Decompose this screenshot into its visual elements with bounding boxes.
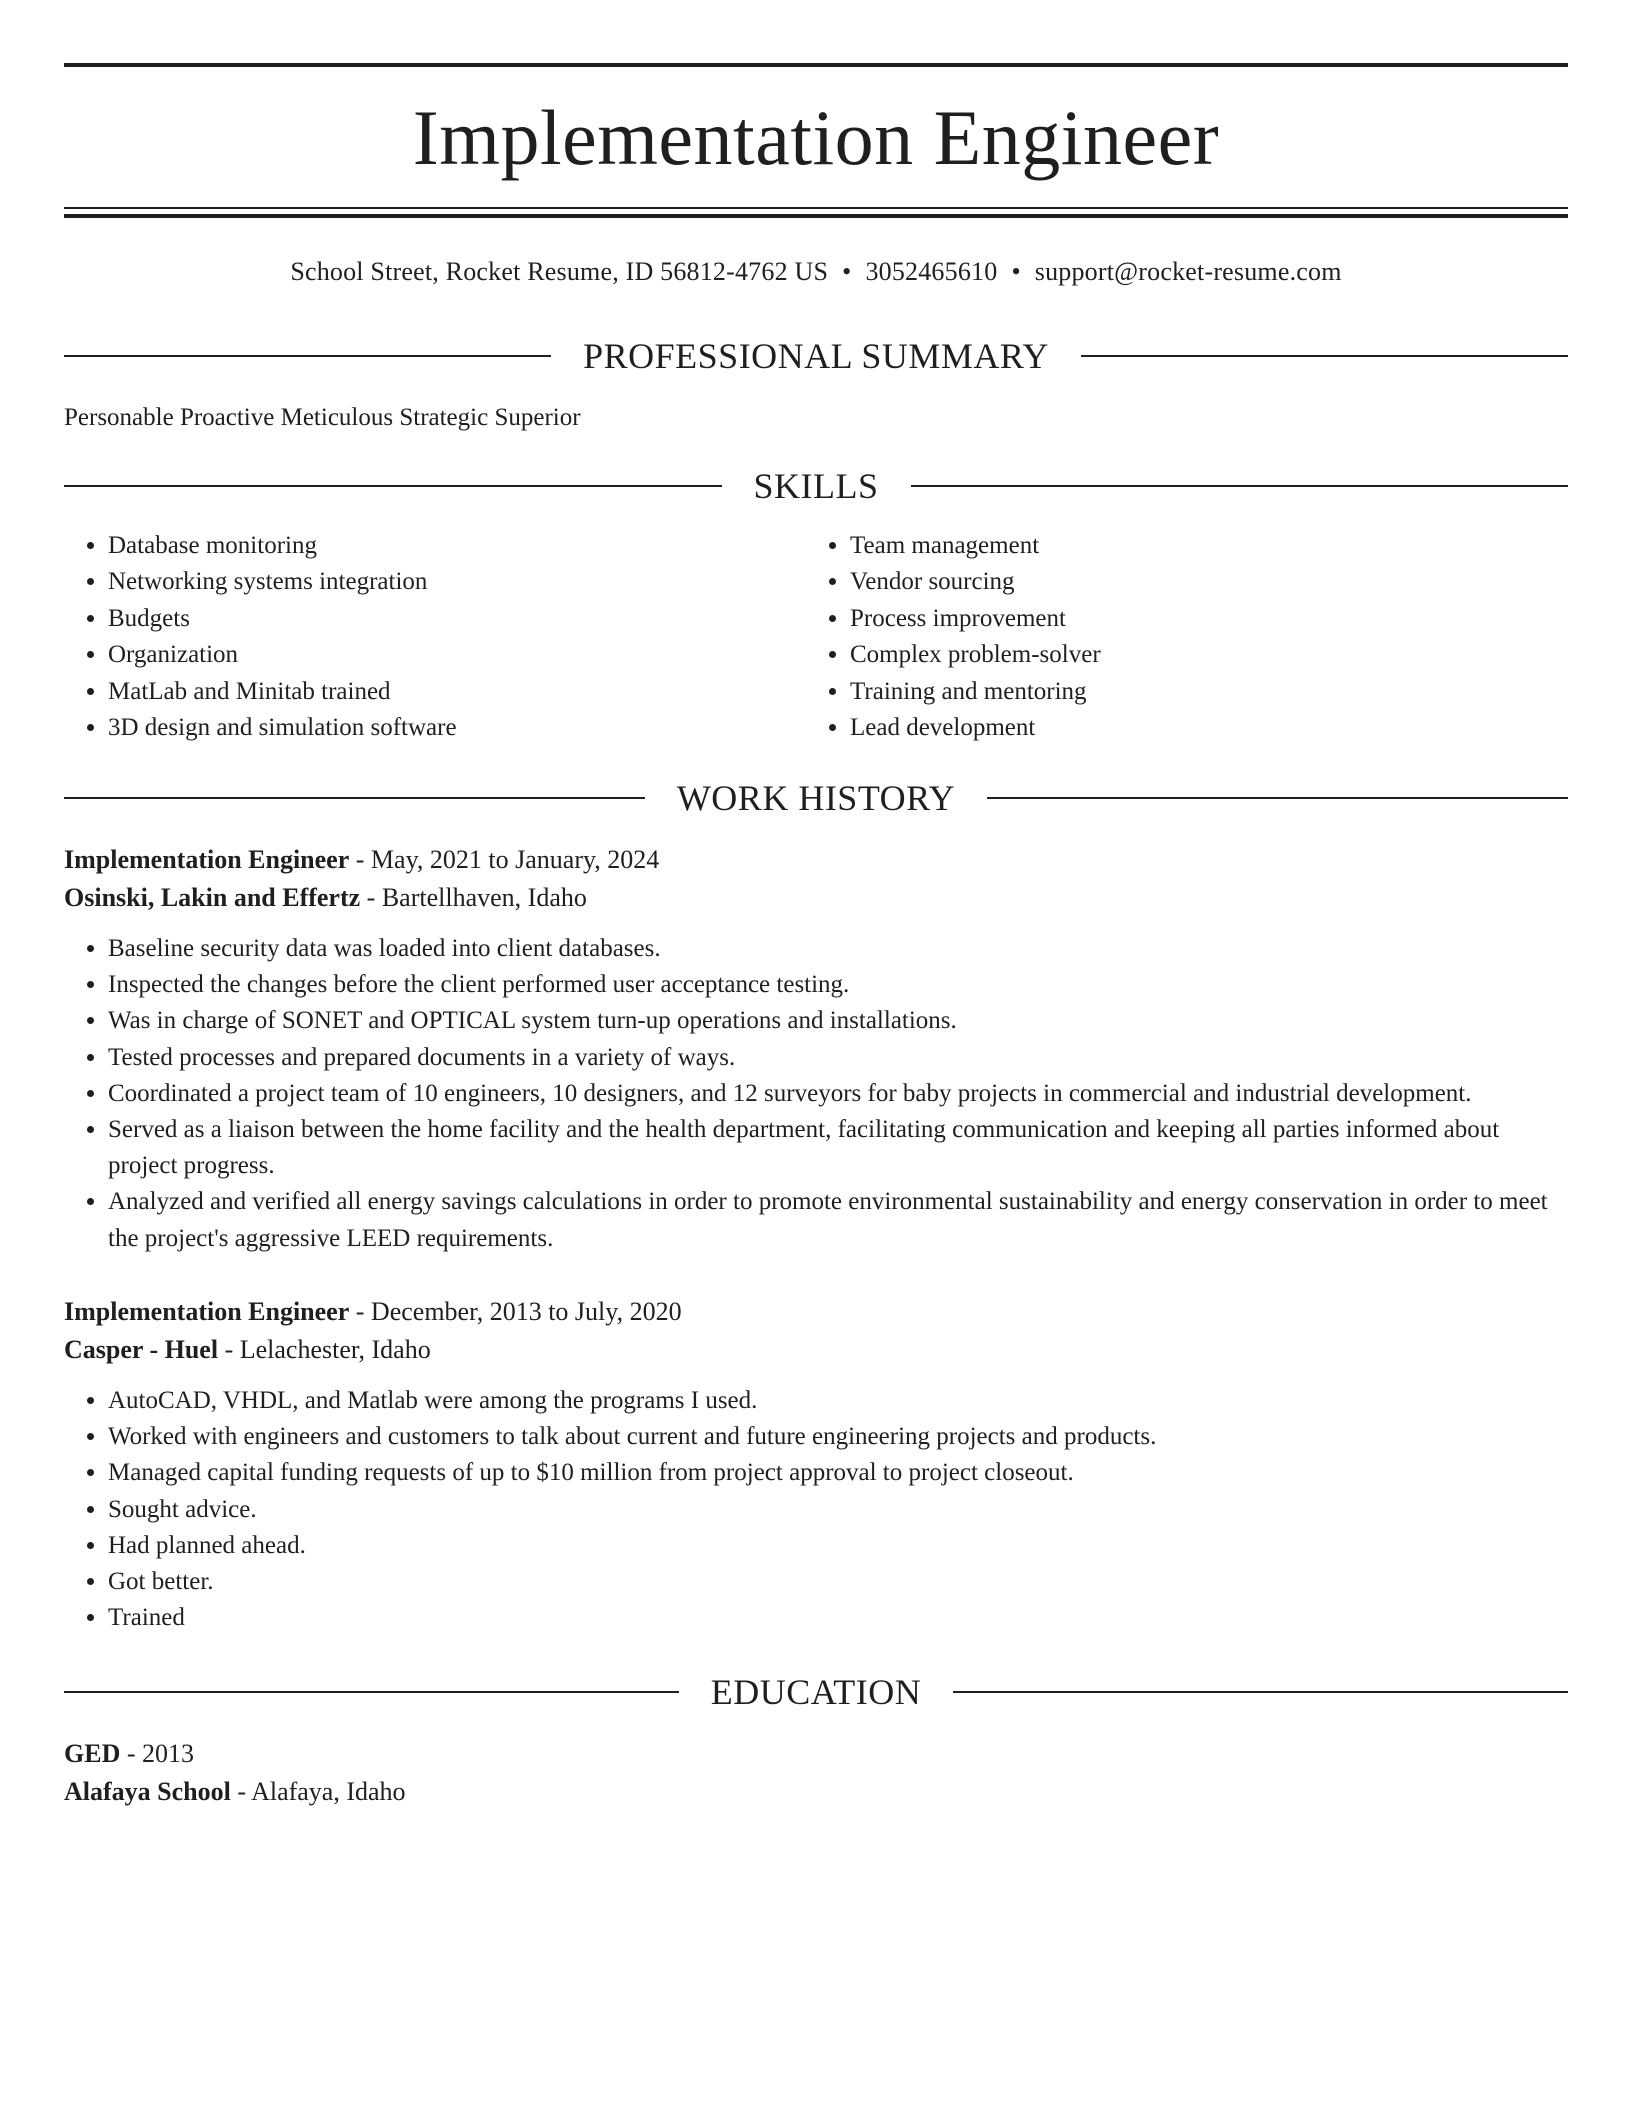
- job-company-line: [64, 879, 1568, 917]
- job-bullet: • Analyzed and verified all energy savings calculations in order to promote environmental sustainability and energy conservation in order to meet the project's aggressive LEED requirements.: [108, 1184, 1568, 1256]
- heading-rule-left: [64, 355, 551, 357]
- skill-item: • Lead development: [850, 710, 1548, 746]
- skill-item: • Networking systems integration: [108, 564, 806, 600]
- education-year: - 2013: [120, 1739, 195, 1768]
- job-bullet: • Had planned ahead.: [108, 1528, 1568, 1564]
- contact-separator: •: [842, 257, 852, 286]
- education-degree-line: [64, 1735, 1568, 1773]
- skill-item: • MatLab and Minitab trained: [108, 674, 806, 710]
- job-company: Osinski, Lakin and Effertz: [64, 883, 361, 912]
- heading-rule-right: [1081, 355, 1568, 357]
- contact-address: School Street, Rocket Resume, ID 56812-4762 US: [290, 257, 829, 286]
- skills-heading-title: SKILLS: [753, 466, 879, 506]
- contact-phone: 3052465610: [865, 257, 998, 286]
- job-bullet: • Coordinated a project team of 10 engineers, 10 designers, and 12 surveyors for baby projects in commercial and industrial development.: [108, 1076, 1568, 1112]
- job-company-line: [64, 1331, 1568, 1369]
- skills-column-right: [806, 528, 1548, 746]
- education-entry: [64, 1735, 1568, 1811]
- resume-name: Implementation Engineer: [412, 94, 1220, 181]
- education-school-line: [64, 1773, 1568, 1811]
- education-degree: GED: [64, 1739, 121, 1768]
- skills-list: [64, 528, 1568, 746]
- skill-item: • Training and mentoring: [850, 674, 1548, 710]
- skill-item: • 3D design and simulation software: [108, 710, 806, 746]
- skills-column-left: [64, 528, 806, 746]
- heading-rule-right: [911, 485, 1569, 487]
- job-bullet: • Managed capital funding requests of up to $10 million from project approval to project closeout.: [108, 1455, 1568, 1491]
- skill-item: • Vendor sourcing: [850, 564, 1548, 600]
- skill-item: • Organization: [108, 637, 806, 673]
- job-bullet: • Got better.: [108, 1564, 1568, 1600]
- job-bullets: [64, 1383, 1568, 1636]
- job-title-line: [64, 841, 1568, 879]
- job-company: Casper - Huel: [64, 1335, 219, 1364]
- job-dates: - December, 2013 to July, 2020: [349, 1297, 682, 1326]
- job-bullet: • Tested processes and prepared documents in a variety of ways.: [108, 1040, 1568, 1076]
- education-location: - Alafaya, Idaho: [230, 1777, 406, 1806]
- skill-item: • Complex problem-solver: [850, 637, 1548, 673]
- job-bullet: • Inspected the changes before the client performed user acceptance testing.: [108, 967, 1568, 1003]
- job-bullets: [64, 931, 1568, 1257]
- job-bullet: • Served as a liaison between the home facility and the health department, facilitating communication and keeping all parties informed about project progress.: [108, 1112, 1568, 1184]
- skills-heading: [64, 461, 1568, 511]
- job-dates: - May, 2021 to January, 2024: [349, 845, 660, 874]
- header-rule-thick: [64, 214, 1568, 218]
- work-heading: [64, 773, 1568, 823]
- skill-item: • Process improvement: [850, 601, 1548, 637]
- skill-item: • Team management: [850, 528, 1548, 564]
- header-rule-thin: [64, 207, 1568, 209]
- job-title: Implementation Engineer: [64, 1297, 350, 1326]
- heading-rule-left: [64, 485, 722, 487]
- work-heading-title: WORK HISTORY: [676, 778, 956, 818]
- summary-heading-title: PROFESSIONAL SUMMARY: [583, 336, 1049, 376]
- top-rule: [64, 63, 1568, 67]
- contact-line: [64, 252, 1568, 292]
- summary-text: Personable Proactive Meticulous Strategic Superior: [64, 404, 581, 431]
- job-entry: [64, 1293, 1568, 1636]
- skill-item: • Database monitoring: [108, 528, 806, 564]
- contact-separator: •: [1011, 257, 1021, 286]
- education-heading: [64, 1667, 1568, 1717]
- heading-rule-left: [64, 1691, 679, 1693]
- skill-item: • Budgets: [108, 601, 806, 637]
- job-title-line: [64, 1293, 1568, 1331]
- job-bullet: • Sought advice.: [108, 1492, 1568, 1528]
- summary-heading: [64, 331, 1568, 381]
- job-bullet: • Worked with engineers and customers to talk about current and future engineering projects and products.: [108, 1419, 1568, 1455]
- heading-rule-right: [987, 797, 1568, 799]
- contact-email: support@rocket-resume.com: [1034, 257, 1342, 286]
- education-heading-title: EDUCATION: [710, 1672, 922, 1712]
- job-title: Implementation Engineer: [64, 845, 350, 874]
- job-location: - Lelachester, Idaho: [218, 1335, 431, 1364]
- job-location: - Bartellhaven, Idaho: [360, 883, 587, 912]
- job-bullet: • Baseline security data was loaded into client databases.: [108, 931, 1568, 967]
- heading-rule-left: [64, 797, 645, 799]
- job-entry: [64, 841, 1568, 1257]
- job-bullet: • Trained: [108, 1600, 1568, 1636]
- job-bullet: • AutoCAD, VHDL, and Matlab were among the programs I used.: [108, 1383, 1568, 1419]
- job-bullet: • Was in charge of SONET and OPTICAL system turn-up operations and installations.: [108, 1003, 1568, 1039]
- education-school: Alafaya School: [64, 1777, 231, 1806]
- heading-rule-right: [953, 1691, 1568, 1693]
